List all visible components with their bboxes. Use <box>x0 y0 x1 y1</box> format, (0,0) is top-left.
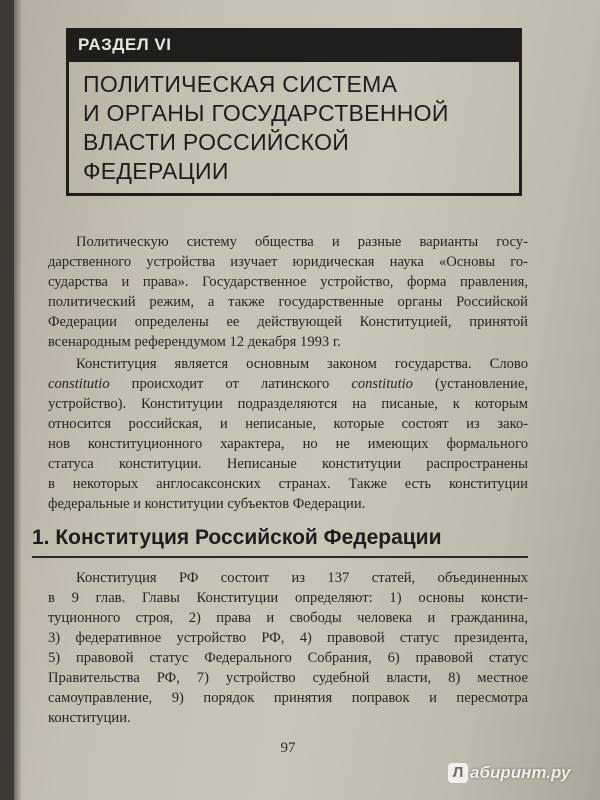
text-line: Конституция является основным законом государства. Слово <box>76 356 528 372</box>
watermark-text: абиринт.ру <box>470 763 571 782</box>
labirint-watermark <box>448 760 570 786</box>
text-line: устройство). Конституции подразделяются на писаные, к которым <box>48 396 528 412</box>
text-line: 5) правовой статус Федерального Собрания, 6) правовой статус <box>48 650 528 666</box>
chapter-paragraph <box>48 568 528 728</box>
text-line: сударства и права». Государственное устройство, форма правления, <box>48 274 528 290</box>
text-line: относится российская, и неписаные, которые состоят из зако- <box>48 416 528 432</box>
latin-term: constitutio <box>351 376 413 392</box>
text-line: конституции. <box>48 710 131 726</box>
text-line: 3) федеративное устройство РФ, 4) правовой статус президента, <box>48 630 528 646</box>
labirint-logo-icon: Л <box>448 763 468 783</box>
page-number: 97 <box>280 740 296 756</box>
section-label: РАЗДЕЛ VI <box>66 28 522 62</box>
text-line: статуса конституции. Неписаные конституции распространены <box>48 456 528 472</box>
text-line: туционного строя, 2) права и свободы человека и гражданина, <box>48 610 528 626</box>
text-line: федеральные и конституции субъектов Федерации. <box>48 496 366 512</box>
section-title-line: ФЕДЕРАЦИИ <box>83 158 229 184</box>
text-line <box>48 374 528 394</box>
section-title-box <box>66 62 522 196</box>
text-line: Политическую систему общества и разные варианты госу- <box>76 234 528 250</box>
text-line: нов конституционного характера, но не имеющих формального <box>48 436 528 452</box>
section-title-line: И ОРГАНЫ ГОСУДАРСТВЕННОЙ <box>83 100 449 126</box>
section-title-line: ПОЛИТИЧЕСКАЯ СИСТЕМА <box>83 71 398 97</box>
text-fragment: (установление, <box>412 376 528 392</box>
text-line: Конституция РФ состоит из 137 статей, объединенных <box>76 570 528 586</box>
page-binding-shadow <box>14 0 22 800</box>
section-title-line: ВЛАСТИ РОССИЙСКОЙ <box>83 129 350 155</box>
intro-paragraph-2 <box>48 354 528 514</box>
text-line: самоуправление, 9) порядок принятия поправок и пересмотра <box>48 690 528 706</box>
text-line: всенародным референдумом 12 декабря 1993 г. <box>48 334 341 350</box>
text-line: Федерации определены ее действующей Конституцией, принятой <box>48 314 528 330</box>
intro-paragraph-1 <box>48 232 528 352</box>
text-line: в некоторых англосаксонских странах. Также есть конституции <box>48 476 528 492</box>
text-line: в 9 глав. Главы Конституции определяют: 1) основы консти- <box>48 590 528 606</box>
text-fragment: происходит от латинского <box>109 376 352 392</box>
chapter-heading: 1. Конституция Российской Федерации <box>32 526 442 549</box>
text-line: политический режим, а также государственные органы Российской <box>48 294 528 310</box>
text-line: Правительства РФ, 7) устройство судебной власти, 8) местное <box>48 670 528 686</box>
text-line: дарственного устройства изучает юридическая наука «Основы го- <box>48 254 528 270</box>
latin-term: constitutio <box>48 376 110 392</box>
heading-underline <box>32 556 528 558</box>
